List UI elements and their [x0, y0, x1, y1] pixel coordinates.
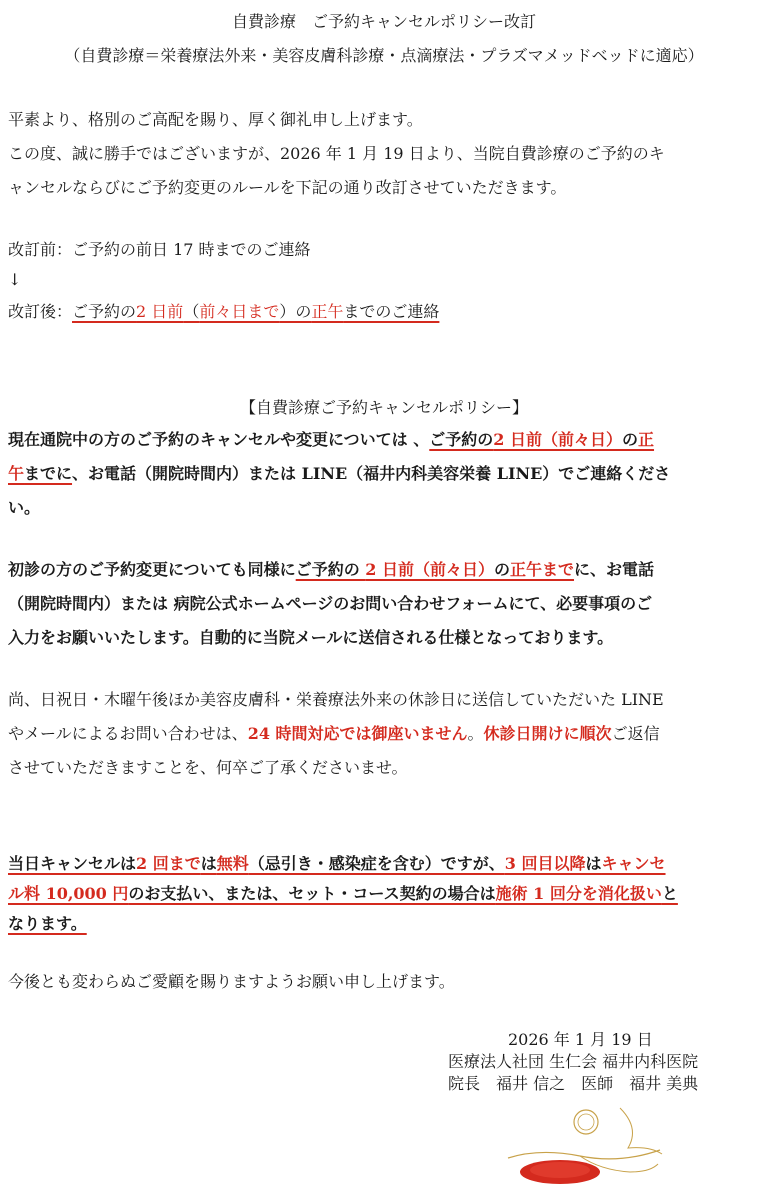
note-reply: ご返信 [611, 724, 660, 743]
note-sequential: 休診日開けに順次 [483, 724, 612, 743]
sameday-underline-2 [8, 884, 678, 903]
policy-p2-line-2: （開院時間内）または 病院公式ホームページのお問い合わせフォームにて、必要事項のご [8, 594, 653, 613]
after-rule [72, 302, 439, 321]
down-arrow-icon: ↓ [8, 270, 22, 289]
note-line-3: させていただきますことを、何卒ご了承くださいませ。 [8, 758, 408, 777]
policy-p1-line-2 [8, 464, 670, 484]
p1-two-days: 2 日前（前々日） [493, 430, 622, 449]
p1-text-d: の [622, 430, 639, 449]
after-noon: 正午 [311, 302, 344, 321]
note-line-2 [8, 724, 660, 744]
intro-line-1: 平素より、格別のご高配を賜り、厚く御礼申し上げます。 [8, 110, 423, 129]
after-paren-close: ）の [279, 302, 312, 321]
intro-line-3: ャンセルならびにご予約変更のルールを下記の通り改訂させていただきます。 [8, 178, 567, 197]
p1-underline [429, 430, 654, 449]
p2-noon: 正午まで [510, 560, 575, 579]
sd-cancel-fee-part2: ル料 10,000 円 [8, 884, 129, 903]
after-contact: までのご連絡 [343, 302, 440, 321]
note-line-1: 尚、日祝日・木曜午後ほか美容皮膚科・栄養療法外来の休診日に送信していただいた LINE [8, 690, 664, 709]
intro-line-2: この度、誠に勝手ではございますが、2026 年 1 月 19 日より、当院自費診療のご予約のキ [8, 144, 665, 163]
signature-date: 2026 年 1 月 19 日 [508, 1030, 653, 1049]
p1-noon-part1: 正 [638, 430, 655, 449]
p1-text-a: 現在通院中の方のご予約のキャンセルや変更については 、 [8, 430, 430, 449]
sameday-line-2 [8, 884, 678, 904]
sd-free: 無料 [216, 854, 249, 873]
decorative-seal-icon [500, 1098, 670, 1184]
note-text-a: やメールによるお問い合わせは、 [8, 724, 248, 743]
sd-consumed: 施術 1 回分を消化扱い [495, 884, 662, 903]
p2-two-days: 2 日前（前々日） [365, 560, 494, 579]
after-a: ご予約の [72, 302, 137, 321]
sd-third-time: 3 回目以降 [504, 854, 586, 873]
sameday-underline-1 [8, 854, 666, 873]
after-paren-open: （ [183, 302, 200, 321]
sameday-line-3 [8, 914, 87, 934]
sd-cancel-fee-part1: キャンセ [601, 854, 666, 873]
policy-heading: 【自費診療ご予約キャンセルポリシー】 [239, 398, 528, 417]
p1-by: までに [24, 464, 73, 483]
sd-text-c: は [200, 854, 217, 873]
signature-names: 院長 福井 信之 医師 福井 美典 [448, 1074, 699, 1093]
after-revision [8, 302, 439, 322]
sd-two-times: 2 回まで [136, 854, 201, 873]
policy-p1-line-1 [8, 430, 654, 450]
closing-text: 今後とも変わらぬご愛顧を賜りますようお願い申し上げます。 [8, 972, 455, 991]
page-subtitle: （自費診療＝栄養療法外来・美容皮膚科診療・点滴療法・プラズマメッドベッドに適応） [64, 46, 704, 65]
note-not-24h: 24 時間対応では御座いません [247, 724, 468, 743]
before-revision: 改訂前：ご予約の前日 17 時までのご連絡 [8, 240, 311, 259]
sd-text-g: は [585, 854, 602, 873]
p2-text-d: の [493, 560, 510, 579]
p1-text-b: ご予約の [429, 430, 494, 449]
signature-org: 医療法人社団 生仁会 福井内科医院 [448, 1052, 699, 1071]
sd-text-a: 当日キャンセルは [8, 854, 137, 873]
sameday-line-1 [8, 854, 666, 874]
p2-text-a: 初診の方のご予約変更についても同様に [8, 560, 296, 579]
p1-underline-2 [8, 464, 72, 483]
p1-contact-methods: 、お電話（開院時間内）または LINE（福井内科美容栄養 LINE）でご連絡くださ [72, 464, 671, 483]
policy-p2-line-3: 入力をお願いいたします。自動的に当院メールに送信される仕様となっております。 [8, 628, 614, 647]
note-period: 。 [467, 724, 484, 743]
p2-text-b: ご予約の [295, 560, 366, 579]
sd-end: なります。 [8, 914, 87, 933]
sd-text-e: （忌引き・感染症を含む）ですが、 [248, 854, 505, 873]
after-day-before-prev: 前々日まで [199, 302, 280, 321]
sd-text-b2: のお支払い、または、セット・コース契約の場合は [128, 884, 496, 903]
p2-text-f: に、お電話 [574, 560, 655, 579]
after-prefix: 改訂後： [8, 302, 73, 321]
policy-p2-line-1 [8, 560, 654, 580]
sd-text-d2: と [661, 884, 678, 903]
after-two-days: 2 日前 [136, 302, 184, 321]
policy-p1-line-3: い。 [8, 498, 41, 517]
p1-noon-part2: 午 [8, 464, 25, 483]
page-title: 自費診療 ご予約キャンセルポリシー改訂 [231, 12, 536, 31]
p2-underline [296, 560, 574, 579]
